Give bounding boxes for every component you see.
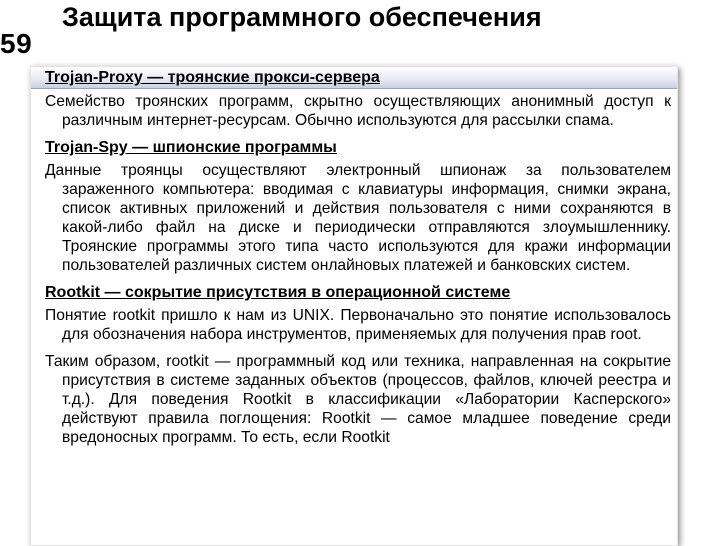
section-paragraph: Таким образом, rootkit — программный код или техника, направленная на сокрытие присутствия в системе заданных объектов (процессов, файлов, ключей реестра и т.д.). Для поведения Rootkit в классификации «Лаборатории Касперского» действуют правила поглощения: Rootkit — самое младшее поведение среди вредоносных программ. То есть, если Rootkit xyxy=(45,353,671,446)
section-trojan-proxy xyxy=(45,67,671,130)
section-heading: Trojan-Spy — шпионские программы xyxy=(45,139,337,156)
slide-title: Защита программного обеспечения xyxy=(62,2,542,32)
section-rootkit xyxy=(45,283,671,447)
section-paragraph: Данные троянцы осуществляют электронный шпионаж за пользователем зараженного компьютера: вводимая с клавиатуры информация, снимки экрана, список активных приложений и действия пользователя с ними сохраняются в какой-либо файл на диске и периодически отправляются злоумышленнику. Троянские программы этого типа часто используются для кражи информации пользователей различных систем онлайновых платежей и банковских систем. xyxy=(45,162,671,274)
slide-number: 59 xyxy=(0,28,33,59)
section-trojan-spy xyxy=(45,138,671,275)
section-paragraph: Семейство троянских программ, скрытно осуществляющих анонимный доступ к различным интернет-ресурсам. Обычно используются для рассылки спама. xyxy=(45,93,671,129)
content-box xyxy=(30,66,678,546)
section-heading: Rootkit — сокрытие присутствия в операционной системе xyxy=(45,284,511,301)
section-heading: Trojan-Proxy — троянские прокси-сервера xyxy=(31,67,677,89)
section-paragraph: Понятие rootkit пришло к нам из UNIX. Первоначально это понятие использовалось для обозначения набора инструментов, применяемых для получения прав root. xyxy=(45,307,671,343)
